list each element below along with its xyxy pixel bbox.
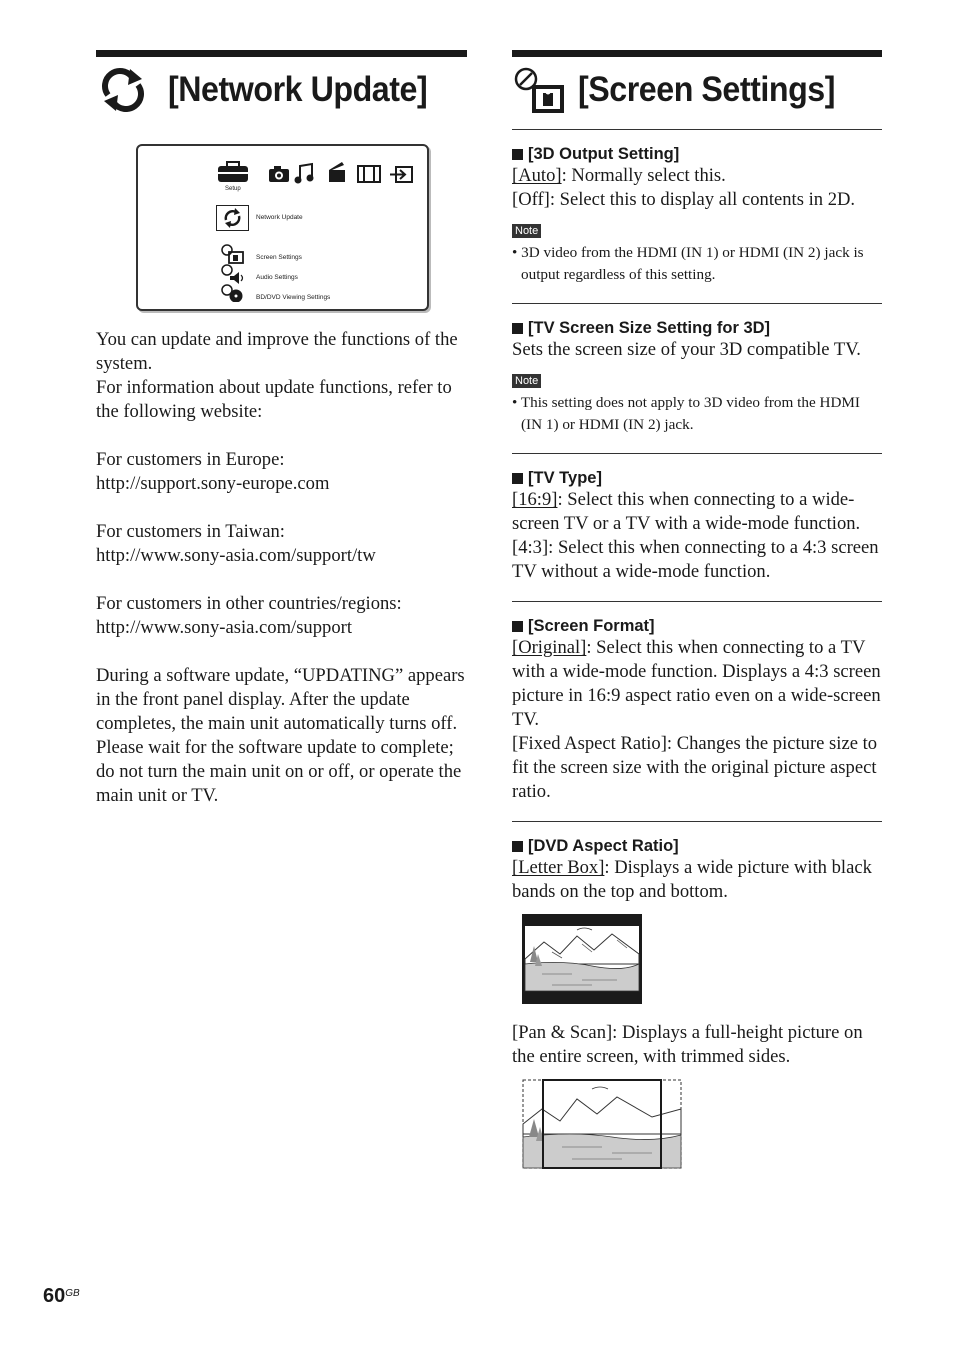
other-regions-label: For customers in other countries/regions: <box>96 593 402 614</box>
europe-label: For customers in Europe: <box>96 449 285 470</box>
section-screen-format <box>512 601 882 804</box>
screen-settings-column <box>512 50 882 1067</box>
note-badge: Note <box>512 224 541 238</box>
option-off: [Off]: Select this to display all contents in 2D. <box>512 189 856 210</box>
option-description: : Normally select this. <box>561 165 726 186</box>
network-update-item-frame <box>216 205 249 231</box>
network-update-heading <box>96 63 467 117</box>
setup-menu-screen <box>136 144 429 311</box>
bullet-square-icon <box>512 841 523 852</box>
film-strip-icon <box>358 166 380 182</box>
region-suffix: GB <box>65 1288 80 1299</box>
category-icons-row <box>216 160 416 190</box>
section-top-rule <box>512 50 882 57</box>
menu-item-network-update: Network Update <box>256 214 303 221</box>
default-option: [16:9] <box>512 489 558 510</box>
update-warning-paragraph: During a software update, “UPDATING” appears in the front panel display. After the update completes, the main unit automatically turns off. Please wait for the software update to complete; do not turn the main unit on or off, or operate the main unit or TV. <box>96 665 465 806</box>
section-heading: [Screen Format] <box>528 617 655 635</box>
bullet-square-icon <box>512 473 523 484</box>
option-4-3: [4:3]: Select this when connecting to a 4:3 screen TV without a wide-mode function. <box>512 537 879 582</box>
intro-paragraph: You can update and improve the functions of the system. <box>96 329 458 374</box>
section-3d-output-setting <box>512 129 882 286</box>
screen-settings-icon <box>512 65 566 115</box>
section-heading: [TV Type] <box>528 469 602 487</box>
screen-settings-heading <box>512 63 882 117</box>
page-title: [Screen Settings] <box>578 70 836 109</box>
europe-url[interactable]: http://support.sony-europe.com <box>96 473 330 494</box>
info-paragraph: For information about update functions, refer to the following website: <box>96 377 452 422</box>
option-description: : Displays a wide picture with black bands on the top and bottom. <box>512 857 872 902</box>
taiwan-label: For customers in Taiwan: <box>96 521 285 542</box>
page-number: $60^{GB}$ <box>43 1285 80 1307</box>
default-option: [Original] <box>512 637 587 658</box>
category-label: Setup <box>225 186 241 192</box>
section-heading: [TV Screen Size Setting for 3D] <box>528 319 771 337</box>
bullet-square-icon <box>512 621 523 632</box>
option-pan-scan: [Pan & Scan]: Displays a full-height picture on the entire screen, with trimmed sides. <box>512 1022 863 1067</box>
toolbox-icon <box>218 162 248 182</box>
menu-item-bd-dvd-viewing-settings: BD/DVD Viewing Settings <box>256 294 331 301</box>
menu-item-screen-settings: Screen Settings <box>256 254 302 261</box>
taiwan-url[interactable]: http://www.sony-asia.com/support/tw <box>96 545 376 566</box>
default-option: [Letter Box] <box>512 857 605 878</box>
section-tv-type <box>512 453 882 584</box>
section-dvd-aspect-ratio <box>512 821 882 1174</box>
music-note-icon <box>296 164 313 183</box>
video-clip-icon <box>329 162 345 182</box>
camera-icon <box>269 166 289 182</box>
bullet-square-icon <box>512 323 523 334</box>
menu-item-audio-settings: Audio Settings <box>256 274 298 281</box>
section-tv-screen-size <box>512 303 882 436</box>
settings-item-icons <box>220 244 248 302</box>
default-option: [Auto] <box>512 165 562 186</box>
note-text: • 3D video from the HDMI (IN 1) or HDMI (IN 2) jack is output regardless of this setting. <box>512 244 864 283</box>
note-badge: Note <box>512 374 541 388</box>
section-top-rule <box>96 50 467 57</box>
other-regions-url[interactable]: http://www.sony-asia.com/support <box>96 617 352 638</box>
option-description: : Select this when connecting to a TV with a wide-mode function. Displays a 4:3 screen picture in 16:9 aspect ratio even on a wide-screen TV. <box>512 637 881 730</box>
pan-scan-illustration <box>522 1079 682 1169</box>
letterbox-illustration <box>522 914 642 1004</box>
refresh-arrows-icon <box>217 206 248 230</box>
page-title: [Network Update] <box>168 70 428 109</box>
option-description: : Select this when connecting to a wide-screen TV or a TV with a wide-mode function. <box>512 489 861 534</box>
wrench-disc-icon <box>222 285 243 302</box>
input-icon <box>390 167 412 182</box>
network-update-body <box>96 328 467 808</box>
section-heading: [3D Output Setting] <box>528 145 680 163</box>
wrench-speaker-icon <box>222 265 243 284</box>
network-update-column <box>96 50 467 806</box>
refresh-arrows-icon <box>96 65 150 115</box>
settings-list <box>512 129 882 1174</box>
wrench-screen-icon <box>222 245 243 263</box>
option-fixed-aspect: [Fixed Aspect Ratio]: Changes the picture size to fit the screen size with the original picture aspect ratio. <box>512 733 878 802</box>
section-description: Sets the screen size of your 3D compatible TV. <box>512 339 861 360</box>
bullet-square-icon <box>512 149 523 160</box>
note-text: • This setting does not apply to 3D video from the HDMI (IN 1) or HDMI (IN 2) jack. <box>512 394 860 433</box>
section-heading: [DVD Aspect Ratio] <box>528 837 679 855</box>
